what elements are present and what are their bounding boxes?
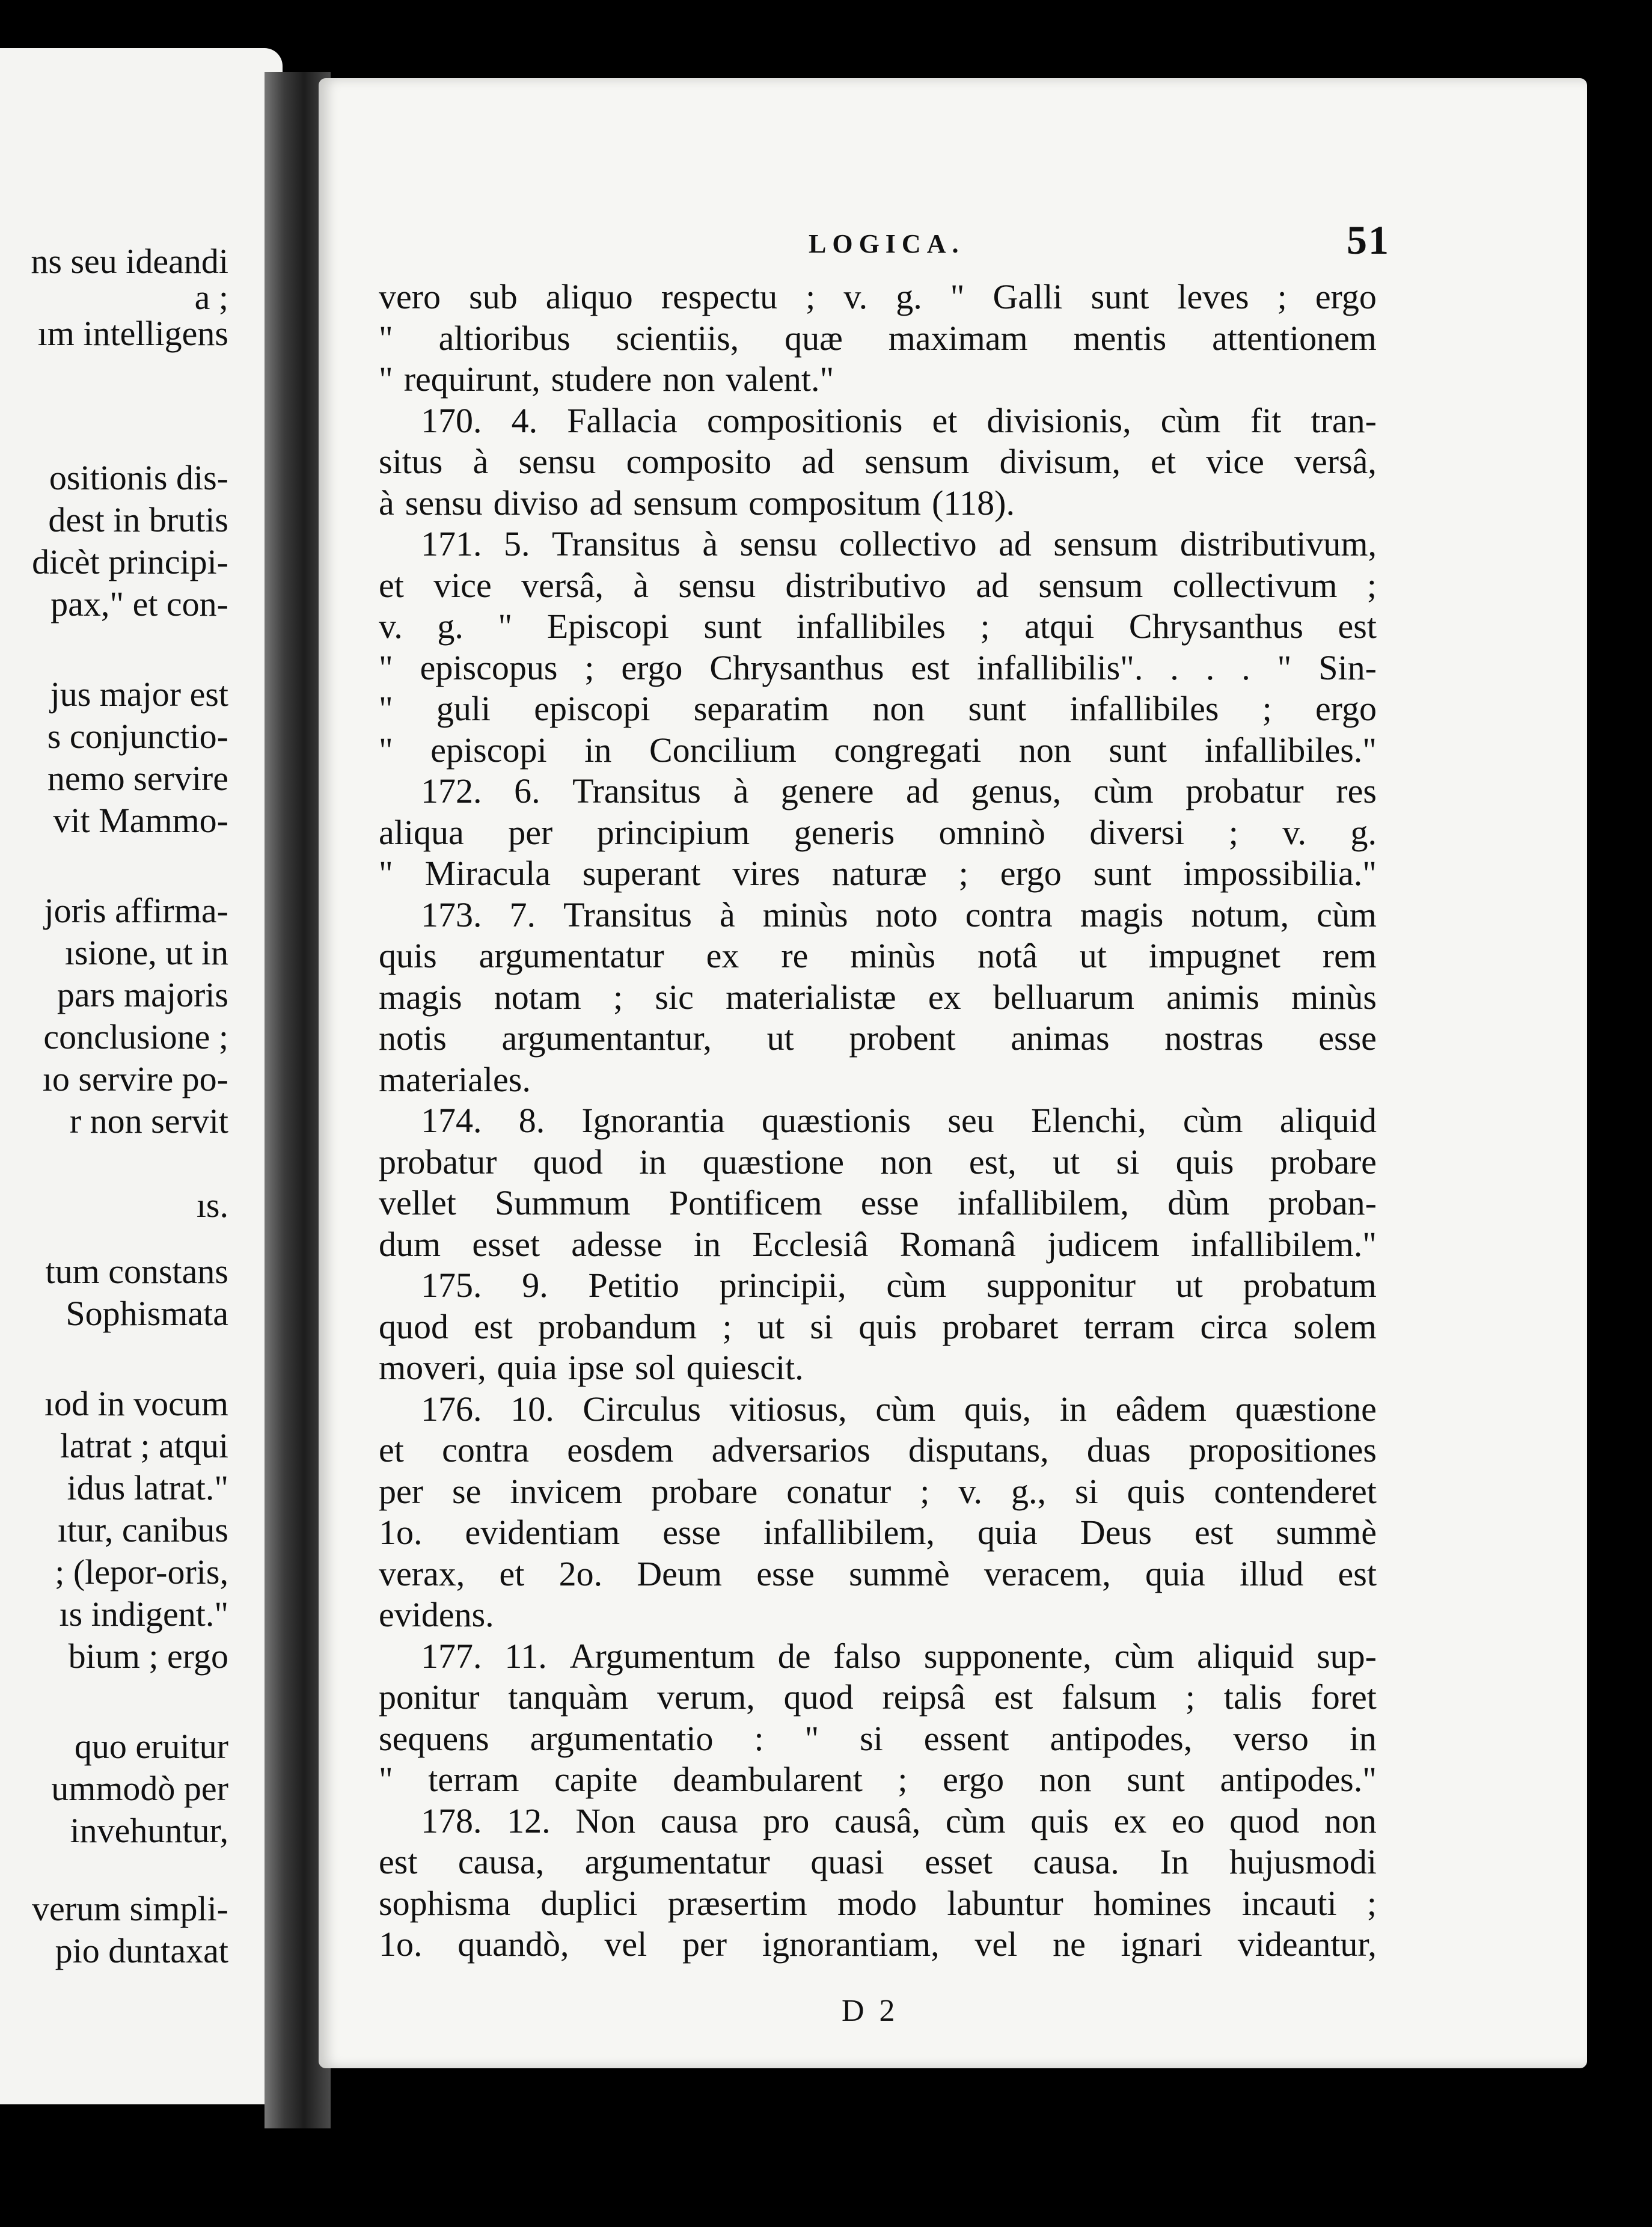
- previous-page-line: tum constans: [45, 1252, 228, 1291]
- text-line: 171. 5. Transitus à sensu collectivo ad sensum distributivum,: [421, 524, 1377, 563]
- text-line: " requirunt, studere non valent.": [379, 360, 834, 399]
- previous-page-line: a ;: [194, 278, 228, 317]
- previous-page-line: vit Mammo-: [53, 801, 228, 840]
- previous-page-line: ıtur, canibus: [57, 1510, 228, 1549]
- previous-page-line: verum simpli-: [31, 1889, 228, 1928]
- text-line: dum esset adesse in Ecclesiâ Romanâ judicem infallibilem.": [379, 1224, 1377, 1264]
- text-line: 1o. quandò, vel per ignorantiam, vel ne ignari videantur,: [379, 1925, 1377, 1964]
- text-line: " episcopi in Concilium congregati non sunt infallibiles.": [379, 730, 1377, 770]
- previous-page-line: conclusione ;: [43, 1017, 228, 1056]
- text-line: 172. 6. Transitus à genere ad genus, cùm probatur res: [421, 771, 1377, 810]
- text-line: et contra eosdem adversarios disputans, duas propositiones: [379, 1430, 1377, 1469]
- text-line: materiales.: [379, 1059, 531, 1099]
- text-line: 174. 8. Ignorantia quæstionis seu Elenchi, cùm aliquid: [421, 1101, 1377, 1140]
- previous-page-line: r non servit: [69, 1101, 228, 1141]
- text-line: verax, et 2o. Deum esse summè veracem, quia illud est: [379, 1554, 1377, 1593]
- previous-page-line: jus major est: [50, 675, 228, 714]
- text-line: notis argumentantur, ut probent animas nostras esse: [379, 1019, 1377, 1058]
- running-head-title: LOGICA.: [809, 229, 965, 259]
- text-line: " episcopus ; ergo Chrysanthus est infallibilis". . . . " Sin-: [379, 648, 1377, 687]
- page-number: 51: [1347, 217, 1390, 263]
- text-line: 1o. evidentiam esse infallibilem, quia Deus est summè: [379, 1513, 1377, 1552]
- previous-page-line: pio duntaxat: [55, 1931, 228, 1970]
- text-line: moveri, quia ipse sol quiescit.: [379, 1348, 804, 1387]
- previous-page-line: dicèt principi-: [32, 542, 228, 581]
- page-body-text: [379, 277, 1377, 1965]
- previous-page-line: ; (lepor-oris,: [55, 1552, 228, 1591]
- previous-page-line: invehuntur,: [70, 1811, 228, 1850]
- previous-page-line: ns seu ideandi: [31, 242, 228, 281]
- text-line: " Miracula superant vires naturæ ; ergo sunt impossibilia.": [379, 854, 1377, 893]
- previous-page-line: s conjunctio-: [47, 717, 228, 756]
- previous-page-line: ositionis dis-: [49, 458, 228, 497]
- text-line: 176. 10. Circulus vitiosus, cùm quis, in eâdem quæstione: [421, 1389, 1377, 1429]
- previous-page-line: ım intelligens: [37, 314, 228, 353]
- text-line: 175. 9. Petitio principii, cùm supponitur ut probatum: [421, 1266, 1377, 1305]
- text-line: est causa, argumentatur quasi esset causa. In hujusmodi: [379, 1842, 1377, 1881]
- previous-page-line: ısione, ut in: [64, 933, 228, 972]
- text-line: vellet Summum Pontificem esse infallibilem, dùm proban-: [379, 1183, 1377, 1222]
- signature-mark: D 2: [842, 1994, 899, 2028]
- text-line: aliqua per principium generis omninò diversi ; v. g.: [379, 812, 1377, 852]
- text-line: 177. 11. Argumentum de falso supponente, cùm aliquid sup-: [421, 1636, 1377, 1676]
- text-line: et vice versâ, à sensu distributivo ad sensum collectivum ;: [379, 565, 1377, 605]
- previous-page-line: latrat ; atqui: [60, 1426, 228, 1465]
- text-line: ponitur tanquàm verum, quod reipsâ est falsum ; talis foret: [379, 1677, 1377, 1717]
- text-line: sequens argumentatio : " si essent antipodes, verso in: [379, 1718, 1377, 1758]
- current-page: [319, 78, 1587, 2068]
- previous-page-line: pars majoris: [57, 975, 228, 1014]
- previous-page-line: pax," et con-: [50, 584, 228, 623]
- text-line: evidens.: [379, 1595, 494, 1634]
- previous-page-line: joris affirma-: [44, 891, 228, 930]
- previous-page-line: ıs indigent.": [59, 1594, 228, 1634]
- text-line: quod est probandum ; ut si quis probaret terram circa solem: [379, 1306, 1377, 1346]
- previous-page-line: Sophismata: [66, 1294, 228, 1333]
- text-line: " terram capite deambularent ; ergo non sunt antipodes.": [379, 1760, 1377, 1799]
- text-line: vero sub aliquo respectu ; v. g. " Galli sunt leves ; ergo: [379, 277, 1377, 316]
- text-line: v. g. " Episcopi sunt infallibiles ; atqui Chrysanthus est: [379, 607, 1377, 646]
- previous-page: [0, 48, 283, 2104]
- previous-page-line: idus latrat.": [67, 1468, 228, 1507]
- text-line: 178. 12. Non causa pro causâ, cùm quis ex eo quod non: [421, 1801, 1377, 1840]
- text-line: " altioribus scientiis, quæ maximam mentis attentionem: [379, 318, 1377, 358]
- text-line: per se invicem probare conatur ; v. g., si quis contenderet: [379, 1471, 1377, 1511]
- text-line: à sensu diviso ad sensum compositum (118).: [379, 483, 1015, 522]
- previous-page-line: bium ; ergo: [68, 1637, 228, 1676]
- text-line: " guli episcopi separatim non sunt infallibiles ; ergo: [379, 689, 1377, 728]
- previous-page-line: ummodò per: [51, 1769, 228, 1808]
- text-line: probatur quod in quæstione non est, ut si quis probare: [379, 1142, 1377, 1181]
- previous-page-line: ıo servire po-: [42, 1059, 228, 1098]
- text-line: 173. 7. Transitus à minùs noto contra magis notum, cùm: [421, 895, 1377, 934]
- text-line: magis notam ; sic materialistæ ex belluarum animis minùs: [379, 977, 1377, 1017]
- previous-page-line: nemo servire: [47, 759, 228, 798]
- text-line: quis argumentatur ex re minùs notâ ut impugnet rem: [379, 936, 1377, 975]
- text-line: situs à sensu composito ad sensum divisum, et vice versâ,: [379, 442, 1377, 481]
- text-line: sophisma duplici præsertim modo labuntur homines incauti ;: [379, 1883, 1377, 1923]
- text-line: 170. 4. Fallacia compositionis et divisionis, cùm fit tran-: [421, 400, 1377, 440]
- previous-page-line: quo eruitur: [74, 1727, 228, 1766]
- previous-page-line: dest in brutis: [48, 500, 228, 539]
- previous-page-line: ıod in vocum: [44, 1384, 228, 1423]
- previous-page-line: ıs.: [196, 1186, 228, 1225]
